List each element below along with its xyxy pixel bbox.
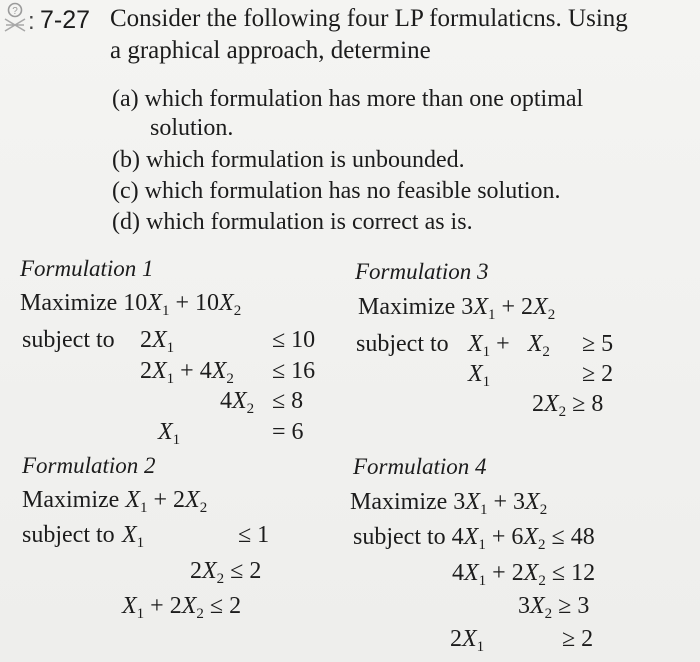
formulation-4-constraint-3: $3X_2 \ge 3$	[518, 593, 590, 622]
formulation-4-constraint-4-rhs: ≥ 2	[562, 626, 594, 652]
formulation-3-constraint-1-rhs: ≥ 5	[582, 331, 614, 357]
formulation-1-constraint-1-rhs: ≤ 10	[272, 327, 316, 353]
problem-text-line2: a graphical approach, determine	[110, 37, 431, 64]
formulation-4-title: Formulation 4	[353, 454, 487, 479]
colon-marker: :	[28, 8, 35, 35]
formulation-2-constraint-2: $2X_2 \le 2$	[190, 558, 262, 587]
formulation-2-constraint-1-rhs: ≤ 1	[238, 522, 270, 548]
formulation-3-subject-to: subject to	[356, 331, 449, 357]
formulation-2-objective: Maximize $X_1 + 2X_2$	[22, 487, 208, 516]
formulation-1-objective: Maximize $10X_1 + 10X_2$	[20, 290, 242, 319]
formulation-3-title: Formulation 3	[355, 259, 489, 284]
part-a: (a) which formulation has more than one optimal	[112, 86, 584, 112]
formulation-1-constraint-3-lhs: $4X_2$	[220, 388, 255, 417]
formulation-1-constraint-2-rhs: ≤ 16	[272, 358, 316, 384]
problem-number: 7-27	[40, 6, 91, 34]
formulation-2-title: Formulation 2	[22, 453, 156, 478]
formulation-1-title: Formulation 1	[20, 256, 154, 281]
formulation-1-constraint-4-lhs: $X_1$	[158, 419, 181, 448]
formulation-4-objective: Maximize $3X_1 + 3X_2$	[350, 489, 548, 518]
formulation-3-constraint-1-lhs: $X_1 + X_2$	[468, 331, 550, 360]
formulation-1-constraint-3-rhs: ≤ 8	[272, 388, 304, 414]
formulation-2-subject-to: subject to	[22, 522, 115, 548]
formulation-1-subject-to: subject to	[22, 327, 115, 353]
formulation-4-constraint-2: $4X_1 + 2X_2 \le 12$	[452, 560, 596, 589]
formulation-2-constraint-1-lhs: $X_1$	[122, 522, 145, 551]
problem-text-line1: Consider the following four LP formulaticns. Using	[110, 5, 628, 32]
formulation-3-constraint-2-rhs: ≥ 2	[582, 361, 614, 387]
formulation-3-constraint-2-lhs: $X_1$	[468, 361, 491, 390]
part-b: (b) which formulation is unbounded.	[112, 147, 465, 173]
part-a-continued: solution.	[150, 115, 234, 141]
formulation-1-constraint-1-lhs: $2X_1$	[140, 327, 175, 356]
formulation-3-constraint-3: $2X_2 \ge 8$	[532, 391, 604, 420]
formulation-4-constraint-1: subject to $4X_1 + 6X_2 \le 48$	[353, 524, 595, 553]
formulation-1-constraint-4-rhs: = 6	[272, 419, 304, 445]
formulation-3-objective: Maximize $3X_1 + 2X_2$	[358, 294, 556, 323]
question-icon[interactable]	[2, 2, 28, 32]
formulation-1-constraint-2-lhs: $2X_1 + 4X_2$	[140, 358, 234, 387]
part-c: (c) which formulation has no feasible solution.	[112, 178, 561, 204]
formulation-4-constraint-4-lhs: $2X_1$	[450, 626, 485, 655]
svg-text:?: ?	[12, 6, 18, 17]
formulation-2-constraint-3: $X_1 + 2X_2 \le 2$	[122, 593, 242, 622]
part-d: (d) which formulation is correct as is.	[112, 209, 473, 235]
